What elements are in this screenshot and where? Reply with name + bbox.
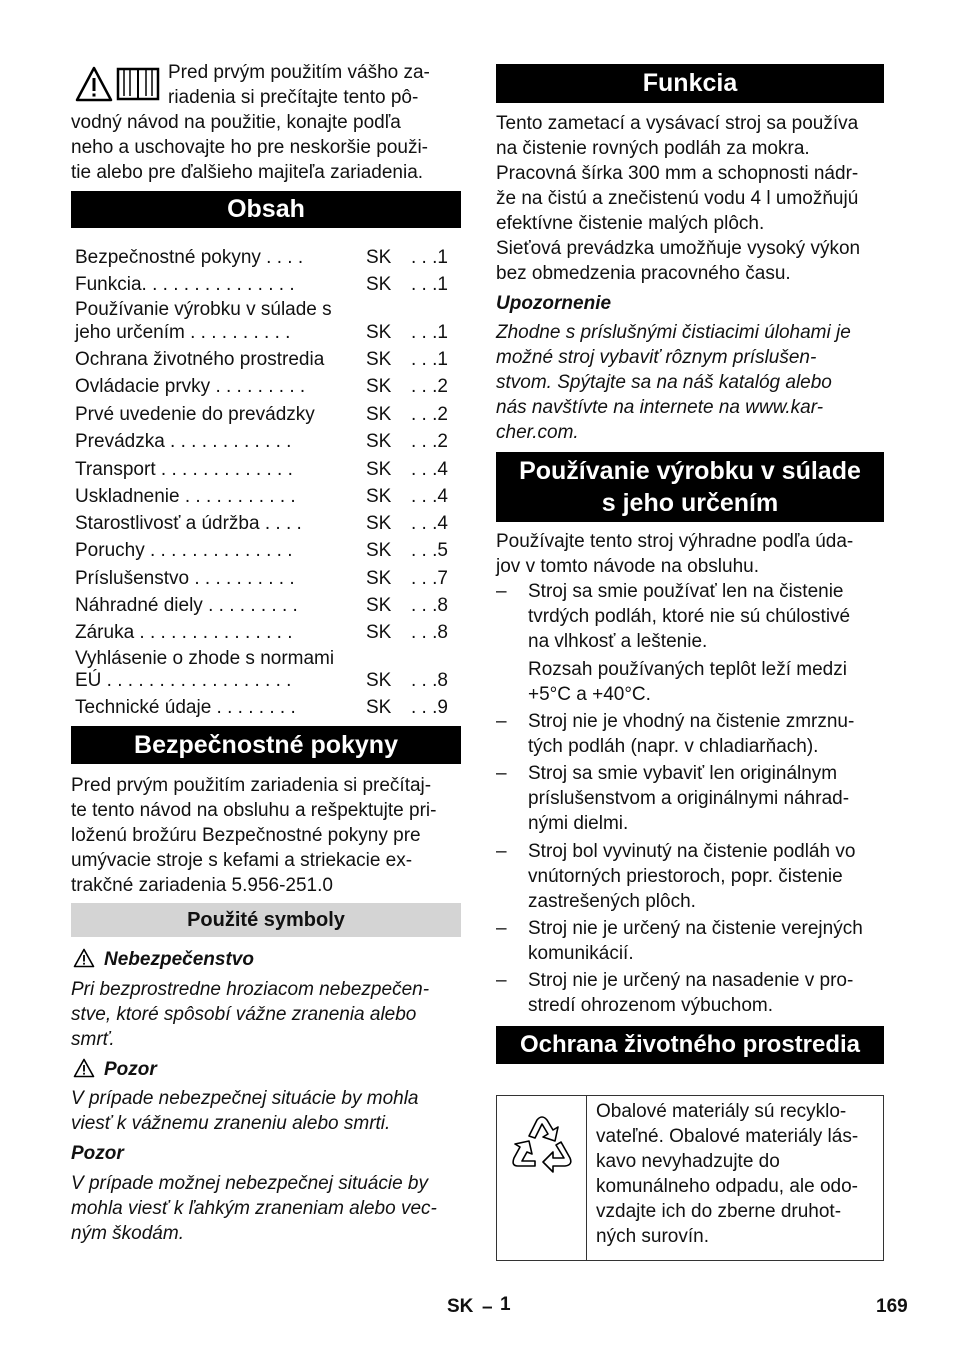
toc-row[interactable] <box>75 565 461 592</box>
bullet-line: stredí ohrozenom výbuchom. <box>528 995 774 1016</box>
toc-row[interactable] <box>75 537 461 564</box>
toc-page: . . .8 <box>411 622 448 643</box>
toc-page: . . .2 <box>411 404 448 425</box>
environment-line: vzdajte ich do zberne druhot- <box>596 1201 842 1222</box>
toc-row[interactable] <box>75 319 461 346</box>
toc-lang: SK <box>366 568 392 589</box>
toc-row[interactable] <box>75 483 461 510</box>
symbols-heading: Použité symboly <box>71 903 461 937</box>
toc-lang: SK <box>366 459 392 480</box>
box-divider <box>586 1096 587 1260</box>
usage-intro-line: Používajte tento stroj výhradne podľa úda- <box>496 531 854 552</box>
toc-lang: SK <box>366 486 392 507</box>
bullet-line: Stroj nie je vhodný na čistenie zmrznu- <box>528 711 855 732</box>
toc-page: . . .7 <box>411 568 448 589</box>
toc-row[interactable] <box>75 694 461 721</box>
bullet-line: Stroj nie je určený na nasadenie v pro- <box>528 970 854 991</box>
environment-line: Obalové materiály sú recyklo- <box>596 1101 847 1122</box>
bullet-line: Stroj sa smie vybaviť len originálnym <box>528 763 838 784</box>
toc-lang: SK <box>366 274 392 295</box>
note-line: stvom. Spýtajte sa na náš katalóg alebo <box>496 372 832 393</box>
toc-row[interactable] <box>75 510 461 537</box>
toc-page: . . .4 <box>411 513 448 534</box>
toc-lang: SK <box>366 670 392 691</box>
toc-title: Prvé uvedenie do prevádzky <box>75 404 315 425</box>
toc-title: Technické údaje . . . . . . . . <box>75 697 296 718</box>
toc-row[interactable] <box>75 592 461 619</box>
bullet-line: +5°C a +40°C. <box>528 684 651 705</box>
safety-line: Pred prvým použitím zariadenia si prečítaj- <box>71 775 432 796</box>
toc-title: Poruchy . . . . . . . . . . . . . . <box>75 540 293 561</box>
toc-lang: SK <box>366 376 392 397</box>
toc-title: Funkcia. . . . . . . . . . . . . . . <box>75 274 295 295</box>
toc-row[interactable] <box>75 373 461 400</box>
funkcia-line: Tento zametací a vysávací stroj sa používa <box>496 113 859 134</box>
bullet-line: na vlhkosť a leštenie. <box>528 631 708 652</box>
bullet-dash: – <box>496 841 507 862</box>
bullet-line: zastrešených plôch. <box>528 891 696 912</box>
toc-title: Prevádzka . . . . . . . . . . . . <box>75 431 292 452</box>
bullet-line: Stroj nie je určený na čistenie verejných <box>528 918 863 939</box>
usage-heading <box>496 452 884 522</box>
toc-page: . . .2 <box>411 431 448 452</box>
warning-line: V prípade nebezpečnej situácie by mohla <box>71 1088 419 1109</box>
danger-label: Nebezpečenstvo <box>104 949 254 970</box>
usage-heading-line: Používanie výrobku v súlade <box>519 457 861 485</box>
bullet-line: Stroj sa smie používať len na čistenie <box>528 581 844 602</box>
toc-page: . . .1 <box>411 274 448 295</box>
toc-title: Náhradné diely . . . . . . . . . <box>75 595 298 616</box>
caution-line: mohla viesť k ľahkým zraneniam alebo vec- <box>71 1198 437 1219</box>
toc-page: . . .5 <box>411 540 448 561</box>
environment-line: ných surovín. <box>596 1226 709 1247</box>
funkcia-line: že na čistú a znečistenú vodu 4 l umožňujú <box>496 188 859 209</box>
intro-line: vodný návod na použitie, konajte podľa <box>71 112 401 133</box>
warning-icon <box>75 66 113 102</box>
warning-line: viesť k vážnemu zraneniu alebo smrti. <box>71 1113 391 1134</box>
toc-title: jeho určením . . . . . . . . . . <box>75 322 291 343</box>
note-line: Zhodne s príslušnými čistiacimi úlohami je <box>496 322 851 343</box>
toc-page: . . .2 <box>411 376 448 397</box>
toc-lang: SK <box>366 540 392 561</box>
environment-box <box>496 1095 884 1261</box>
environment-text <box>596 1099 875 1249</box>
funkcia-line: Pracovná šírka 300 mm a schopnosti nádr- <box>496 163 859 184</box>
usage-heading-line: s jeho určením <box>601 489 779 517</box>
bullet-dash: – <box>496 918 507 939</box>
bullet-dash: – <box>496 581 507 602</box>
toc-title: Bezpečnostné pokyny . . . . <box>75 247 304 268</box>
footer-separator: – <box>482 1297 493 1318</box>
note-label: Upozornenie <box>496 293 612 314</box>
caution-line: V prípade možnej nebezpečnej situácie by <box>71 1173 429 1194</box>
note-line: možné stroj vybaviť rôznym príslušen- <box>496 347 817 368</box>
toc-page: . . .8 <box>411 595 448 616</box>
bullet-line: komunikácií. <box>528 943 634 964</box>
bullet-line: tvrdých podláh, ktoré nie sú chúlostivé <box>528 606 851 627</box>
environment-line: kavo nevyhadzujte do <box>596 1151 780 1172</box>
toc-title: Transport . . . . . . . . . . . . . <box>75 459 293 480</box>
caution-label: Pozor <box>71 1143 124 1164</box>
toc-row[interactable] <box>75 667 461 694</box>
toc-page: . . .1 <box>411 349 448 370</box>
toc-row[interactable] <box>75 401 461 428</box>
toc-title: Ovládacie prvky . . . . . . . . . <box>75 376 306 397</box>
toc-row[interactable] <box>75 271 461 298</box>
toc-lang: SK <box>366 247 392 268</box>
toc-heading: Obsah <box>71 191 461 228</box>
funkcia-heading: Funkcia <box>496 64 884 103</box>
toc-title: Používanie výrobku v súlade s <box>75 299 332 320</box>
footer-lang: SK <box>447 1296 474 1317</box>
danger-line: Pri bezprostredne hroziacom nebezpečen- <box>71 979 430 1000</box>
toc-lang: SK <box>366 697 392 718</box>
toc-lang: SK <box>366 322 392 343</box>
warning-caution-icon <box>73 1058 95 1078</box>
toc-row[interactable] <box>75 299 461 321</box>
toc-lang: SK <box>366 431 392 452</box>
footer-section-page: 1 <box>500 1294 511 1315</box>
toc-page: . . .1 <box>411 322 448 343</box>
funkcia-line: bez obmedzenia pracovného času. <box>496 263 791 284</box>
bullet-line: Stroj bol vyvinutý na čistenie podláh vo <box>528 841 856 862</box>
intro-line: riadenia si prečítajte tento pô- <box>168 87 419 108</box>
environment-line: komunálneho odpadu, ale odo- <box>596 1176 858 1197</box>
usage-intro-line: jov v tomto návode na obsluhu. <box>496 556 760 577</box>
bullet-line: príslušenstvom a originálnymi náhrad- <box>528 788 850 809</box>
toc-title: Príslušenstvo . . . . . . . . . . <box>75 568 295 589</box>
danger-line: stve, ktoré spôsobí vážne zranenia alebo <box>71 1004 417 1025</box>
toc-lang: SK <box>366 595 392 616</box>
funkcia-line: Sieťová prevádzka umožňuje vysoký výkon <box>496 238 861 259</box>
safety-line: loženú brožúru Bezpečnostné pokyny pre <box>71 825 421 846</box>
danger-line: smrť. <box>71 1029 115 1050</box>
toc-page: . . .1 <box>411 247 448 268</box>
toc-row[interactable] <box>75 428 461 455</box>
danger-warning-icon <box>73 948 95 968</box>
intro-line: Pred prvým použitím vášho za- <box>168 62 430 83</box>
intro-line: tie alebo pre ďalšieho majiteľa zariadenia. <box>71 162 424 183</box>
warning-label: Pozor <box>104 1059 157 1080</box>
bullet-line: vnútorných priestoroch, popr. čistenie <box>528 866 843 887</box>
toc-title: Záruka . . . . . . . . . . . . . . . <box>75 622 293 643</box>
intro-line: neho a uschovajte ho pre neskoršie použi- <box>71 137 429 158</box>
toc-page: . . .8 <box>411 670 448 691</box>
toc-page: . . .4 <box>411 486 448 507</box>
safety-heading: Bezpečnostné pokyny <box>71 726 461 764</box>
note-line: cher.com. <box>496 422 579 443</box>
page-number: 169 <box>876 1296 908 1317</box>
bullet-line: Rozsah používaných teplôt leží medzi <box>528 659 847 680</box>
safety-line: umývacie stroje s kefami a striekacie ex- <box>71 850 413 871</box>
toc-page: . . .4 <box>411 459 448 480</box>
funkcia-line: efektívne čistenie malých plôch. <box>496 213 765 234</box>
bullet-dash: – <box>496 763 507 784</box>
environment-heading: Ochrana životného prostredia <box>496 1026 884 1064</box>
toc-row[interactable] <box>75 456 461 483</box>
note-line: nás navštívte na internete na www.kar- <box>496 397 824 418</box>
toc-title: Uskladnenie . . . . . . . . . . . <box>75 486 296 507</box>
toc-title: Starostlivosť a údržba . . . . <box>75 513 302 534</box>
safety-line: trakčné zariadenia 5.956-251.0 <box>71 875 333 896</box>
safety-line: te tento návod na obsluhu a rešpektujte pri- <box>71 800 437 821</box>
toc-title: Vyhlásenie o zhode s normami <box>75 648 335 669</box>
bullet-dash: – <box>496 970 507 991</box>
manual-book-icon <box>116 66 160 102</box>
toc-lang: SK <box>366 513 392 534</box>
bullet-dash: – <box>496 711 507 732</box>
funkcia-line: na čistenie rovných podláh za mokra. <box>496 138 810 159</box>
toc-lang: SK <box>366 404 392 425</box>
bullet-line: nými dielmi. <box>528 813 629 834</box>
caution-line: ným škodám. <box>71 1223 184 1244</box>
toc-row[interactable] <box>75 346 461 373</box>
toc-lang: SK <box>366 349 392 370</box>
toc-row[interactable] <box>75 244 461 271</box>
bullet-line: tých podláh (napr. v chladiarňach). <box>528 736 819 757</box>
toc-lang: SK <box>366 622 392 643</box>
toc-title: Ochrana životného prostredia <box>75 349 325 370</box>
environment-line: vateľné. Obalové materiály lás- <box>596 1126 859 1147</box>
recycle-icon <box>505 1106 579 1186</box>
toc-row[interactable] <box>75 619 461 646</box>
toc-page: . . .9 <box>411 697 448 718</box>
toc-title: EÚ . . . . . . . . . . . . . . . . . . <box>75 670 292 691</box>
